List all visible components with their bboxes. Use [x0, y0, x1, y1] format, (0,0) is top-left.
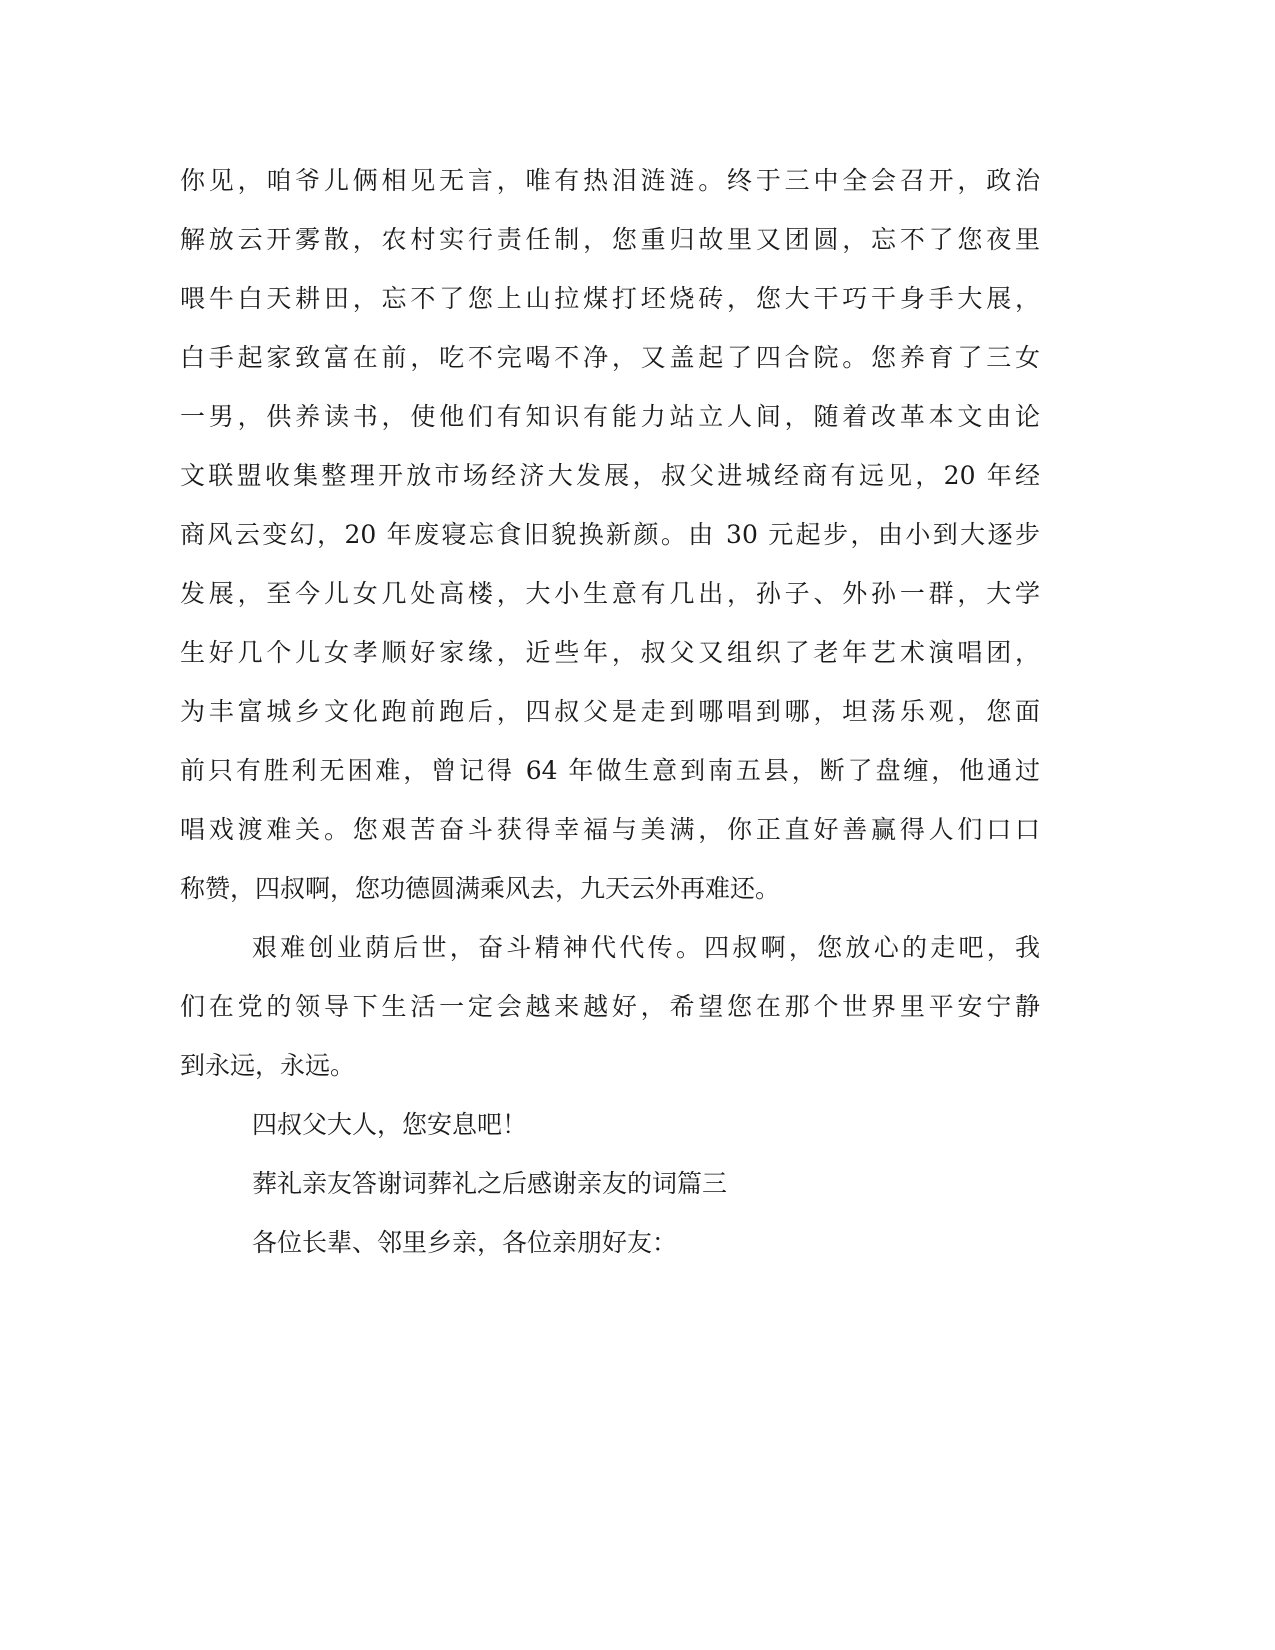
- paragraph-1-line-1: 你见，咱爷儿俩相见无言，唯有热泪涟涟。终于三中全会召开，政治: [180, 166, 1040, 195]
- paragraph-1-line-3: 喂牛白天耕田，忘不了您上山拉煤打坯烧砖，您大干巧干身手大展，: [180, 284, 1040, 313]
- closing-line: 四叔父大人，您安息吧！: [252, 1110, 528, 1139]
- paragraph-2-line-1: 艰难创业荫后世，奋斗精神代代传。四叔啊，您放心的走吧，我: [252, 933, 1040, 962]
- paragraph-1-line-12: 唱戏渡难关。您艰苦奋斗获得幸福与美满，你正直好善赢得人们口口: [180, 815, 1040, 844]
- section-heading: 葬礼亲友答谢词葬礼之后感谢亲友的词篇三: [252, 1169, 728, 1198]
- paragraph-2-line-3: 到永远，永远。: [180, 1051, 356, 1080]
- paragraph-1-line-8: 发展，至今儿女几处高楼，大小生意有几出，孙子、外孙一群，大学: [180, 579, 1040, 608]
- paragraph-1-line-6: 文联盟收集整理开放市场经济大发展，叔父进城经商有远见，20 年经: [180, 461, 1040, 490]
- paragraph-1-line-11: 前只有胜利无困难，曾记得 64 年做生意到南五县，断了盘缠，他通过: [180, 756, 1040, 785]
- paragraph-1-line-10: 为丰富城乡文化跑前跑后，四叔父是走到哪唱到哪，坦荡乐观，您面: [180, 697, 1040, 726]
- salutation: 各位长辈、邻里乡亲，各位亲朋好友：: [252, 1228, 678, 1257]
- paragraph-1-line-9: 生好几个儿女孝顺好家缘，近些年，叔父又组织了老年艺术演唱团，: [180, 638, 1040, 667]
- paragraph-1-line-7: 商风云变幻，20 年废寝忘食旧貌换新颜。由 30 元起步，由小到大逐步: [180, 520, 1040, 549]
- paragraph-1-line-2: 解放云开雾散，农村实行责任制，您重归故里又团圆，忘不了您夜里: [180, 225, 1040, 254]
- paragraph-1-line-4: 白手起家致富在前，吃不完喝不净，又盖起了四合院。您养育了三女: [180, 343, 1040, 372]
- paragraph-1-line-5: 一男，供养读书，使他们有知识有能力站立人间，随着改革本文由论: [180, 402, 1040, 431]
- paragraph-2-line-2: 们在党的领导下生活一定会越来越好，希望您在那个世界里平安宁静: [180, 992, 1040, 1021]
- paragraph-1-line-13: 称赞，四叔啊，您功德圆满乘风去，九天云外再难还。: [180, 874, 781, 903]
